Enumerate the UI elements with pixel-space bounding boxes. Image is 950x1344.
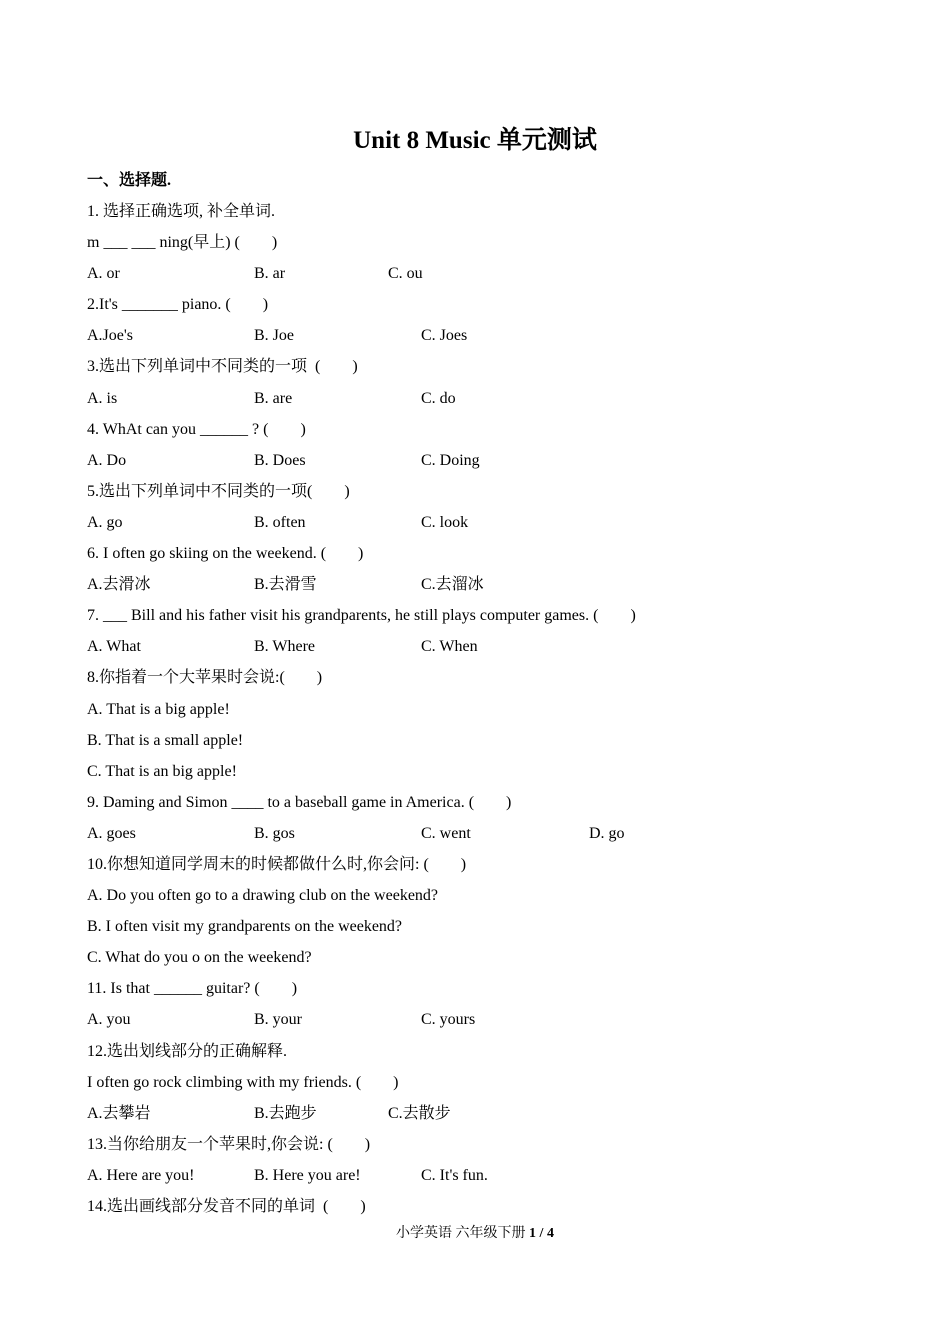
option-c: C. ou <box>388 265 423 283</box>
option-b: B.去滑雪 <box>254 576 317 594</box>
option-c: C. What do you o on the weekend? <box>87 949 312 967</box>
option-b: B. Does <box>254 451 306 469</box>
option-c: C. It's fun. <box>421 1166 488 1184</box>
option-c: C. Joes <box>421 327 468 345</box>
question-4-stem: 4. WhAt can you ______ ? ( ) <box>87 420 306 438</box>
question-14-stem: 14.选出画线部分发音不同的单词 ( ) <box>87 1198 366 1215</box>
question-sub <box>87 230 887 261</box>
option-b: B. often <box>254 513 306 531</box>
option-a: A. is <box>87 389 118 407</box>
option-b: B. ar <box>254 265 286 283</box>
footer-separator: / <box>536 1226 547 1241</box>
options-row <box>87 510 887 541</box>
question-8-stem: 8.你指着一个大苹果时会说:( ) <box>87 669 323 687</box>
question-stem <box>87 1194 887 1225</box>
question-12-sub: I often go rock climbing with my friends. ( ) <box>87 1073 399 1091</box>
option-a: A. What <box>87 638 141 656</box>
options-row <box>87 821 887 852</box>
options-row <box>87 1007 887 1038</box>
question-1-stem: 1. 选择正确选项, 补全单词. <box>87 203 276 220</box>
question-1-sub: m ___ ___ ning(早上) ( ) <box>87 234 278 252</box>
footer-page-number: 1 <box>529 1226 537 1241</box>
option-b: B. your <box>254 1011 302 1029</box>
option-b: B. Here you are! <box>254 1166 361 1184</box>
option-c: C. went <box>421 824 471 842</box>
option-line <box>87 759 887 790</box>
question-stem <box>87 417 887 448</box>
question-stem <box>87 665 887 696</box>
option-a: A.去滑冰 <box>87 576 151 594</box>
question-10-stem: 10.你想知道同学周末的时候都做什么时,你会问: ( ) <box>87 855 467 873</box>
question-2-stem: 2.It's _______ piano. ( ) <box>87 296 269 314</box>
options-row <box>87 1101 887 1132</box>
option-a: A. Here are you! <box>87 1166 195 1184</box>
question-13-stem: 13.当你给朋友一个苹果时,你会说: ( ) <box>87 1135 371 1153</box>
question-9-stem: 9. Daming and Simon ____ to a baseball game in America. ( ) <box>87 793 512 811</box>
option-line <box>87 945 887 976</box>
options-row <box>87 572 887 603</box>
options-row <box>87 634 887 665</box>
question-stem <box>87 976 887 1007</box>
question-sub <box>87 1070 887 1101</box>
question-stem <box>87 1039 887 1070</box>
option-line <box>87 728 887 759</box>
footer-course: 小学英语 六年级下册 <box>396 1226 526 1241</box>
option-d: D. go <box>589 824 625 842</box>
option-a: A.Joe's <box>87 327 133 345</box>
option-a: A. go <box>87 513 123 531</box>
question-12-stem: 12.选出划线部分的正确解释. <box>87 1042 288 1060</box>
option-a: A. goes <box>87 824 136 842</box>
option-c: C. yours <box>421 1011 476 1029</box>
options-row <box>87 1163 887 1194</box>
option-b: B.去跑步 <box>254 1104 317 1122</box>
option-a: A. or <box>87 265 120 283</box>
option-a: A. Do <box>87 451 127 469</box>
option-c: C. look <box>421 513 469 531</box>
question-stem <box>87 603 887 634</box>
option-c: C.去溜冰 <box>421 576 484 594</box>
option-b: B. I often visit my grandparents on the weekend? <box>87 918 403 936</box>
question-stem <box>87 541 887 572</box>
question-11-stem: 11. Is that ______ guitar? ( ) <box>87 980 298 998</box>
option-b: B. Where <box>254 638 316 656</box>
question-stem <box>87 199 887 230</box>
options-row <box>87 386 887 417</box>
question-stem <box>87 479 887 510</box>
question-stem <box>87 852 887 883</box>
question-7-stem: 7. ___ Bill and his father visit his grandparents, he still plays computer games. ( ) <box>87 607 636 625</box>
option-c: C.去散步 <box>388 1104 451 1122</box>
option-b: B. gos <box>254 824 295 842</box>
question-stem <box>87 292 887 323</box>
option-line <box>87 914 887 945</box>
option-b: B. That is a small apple! <box>87 731 244 749</box>
footer-page-total: 4 <box>546 1226 554 1241</box>
question-6-stem: 6. I often go skiing on the weekend. ( ) <box>87 545 364 563</box>
options-row <box>87 323 887 354</box>
section-heading: 一、选择题. <box>87 172 172 189</box>
option-c: C. do <box>421 389 456 407</box>
question-stem <box>87 790 887 821</box>
option-a: A. you <box>87 1011 131 1029</box>
option-b: B. are <box>254 389 293 407</box>
option-a: A.去攀岩 <box>87 1104 151 1122</box>
option-c: C. That is an big apple! <box>87 762 237 780</box>
question-5-stem: 5.选出下列单词中不同类的一项( ) <box>87 482 350 500</box>
option-line <box>87 883 887 914</box>
option-a: A. That is a big apple! <box>87 700 230 718</box>
options-row <box>87 448 887 479</box>
question-stem <box>87 354 887 385</box>
option-b: B. Joe <box>254 327 294 345</box>
option-a: A. Do you often go to a drawing club on the weekend? <box>87 887 439 905</box>
option-c: C. Doing <box>421 451 480 469</box>
question-3-stem: 3.选出下列单词中不同类的一项 ( ) <box>87 358 358 376</box>
question-list <box>87 199 887 1225</box>
option-c: C. When <box>421 638 478 656</box>
question-stem <box>87 1132 887 1163</box>
document-title: Unit 8 Music 单元测试 <box>353 127 597 154</box>
options-row <box>87 261 887 292</box>
page-footer <box>0 1224 950 1244</box>
option-line <box>87 697 887 728</box>
